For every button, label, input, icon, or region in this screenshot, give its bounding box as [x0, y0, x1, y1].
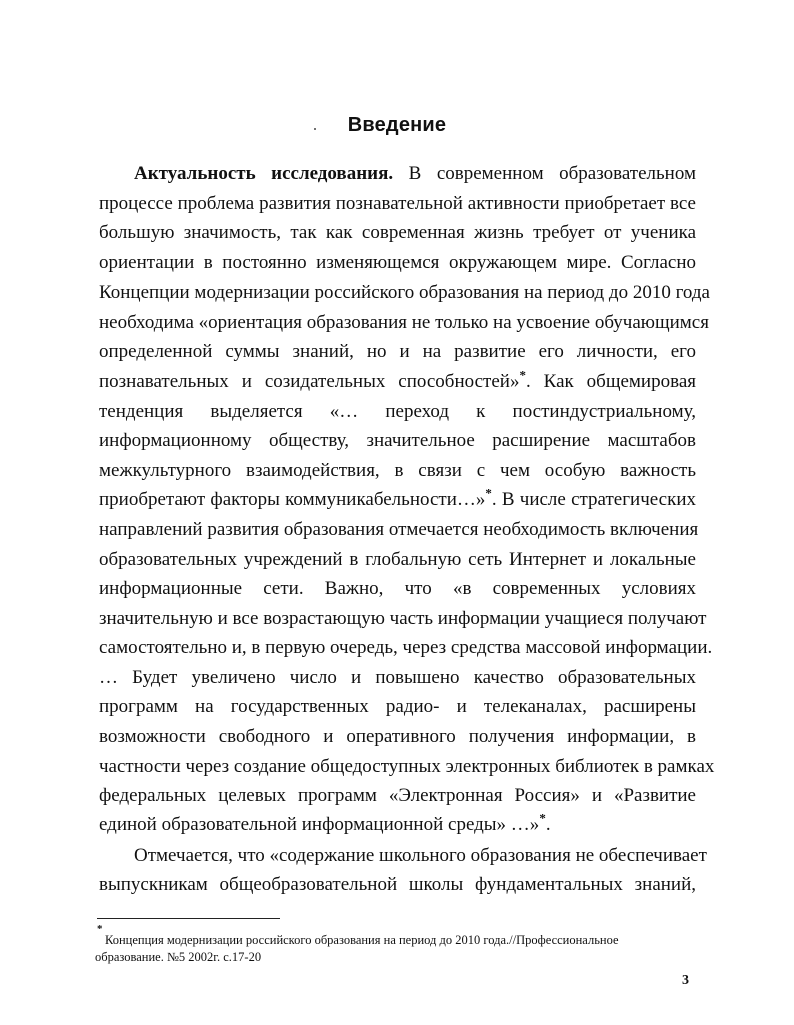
body-line-text: В современном образовательном — [393, 163, 696, 184]
body-line: большую значимость, так как современная жизнь требует от ученика — [99, 222, 696, 243]
body-line: самостоятельно и, в первую очередь, через средства массовой информации. — [99, 637, 713, 658]
body-line: процессе проблема развития познавательной активности приобретает все — [99, 193, 696, 214]
body-line: образовательных учреждений в глобальную сеть Интернет и локальные — [99, 549, 696, 570]
body-line: информационному обществу, значительное расширение масштабов — [99, 430, 696, 451]
body-line: программ на государственных радио- и телеканалах, расширены — [99, 696, 696, 717]
body-line: Концепции модернизации российского образования на период до 2010 года — [99, 282, 710, 303]
body-line: Отмечается, что «содержание школьного образования не обеспечивает — [134, 845, 707, 866]
body-line: … Будет увеличено число и повышено качество образовательных — [99, 667, 696, 688]
body-line-tail: . В числе стратегических — [491, 489, 696, 510]
body-line: определенной суммы знаний, но и на развитие его личности, его — [99, 341, 696, 362]
body-line-tail: . — [545, 814, 551, 835]
body-line: направлений развития образования отмечается необходимость включения — [99, 519, 699, 540]
body-line: федеральных целевых программ «Электронная Россия» и «Развитие — [99, 785, 696, 806]
body-line: возможности свободного и оперативного получения информации, в — [99, 726, 696, 747]
footnote-marker: * — [485, 485, 492, 501]
footnote-marker: * — [539, 810, 546, 826]
body-line-text: единой образовательной информационной среды» …» — [99, 814, 540, 835]
page-number: 3 — [682, 973, 689, 988]
footnote-text — [95, 932, 665, 966]
body-line: межкультурного взаимодействия, в связи с чем особую важность — [99, 460, 696, 481]
scan-speck — [314, 128, 316, 130]
body-line: тенденция выделяется «… переход к постиндустриальному, — [99, 401, 696, 422]
body-line-text: приобретают факторы коммуникабельности…» — [99, 489, 486, 510]
body-line: значительную и все возрастающую часть информации учащиеся получают — [99, 608, 707, 629]
footnote-separator — [97, 918, 280, 919]
body-line: информационные сети. Важно, что «в современных условиях — [99, 578, 696, 599]
body-line: ориентации в постоянно изменяющемся окружающем мире. Согласно — [99, 252, 696, 273]
body-line — [134, 163, 696, 185]
footnote-line: образование. №5 2002г. с.17-20 — [95, 950, 262, 964]
body-line: необходима «ориентация образования не только на усвоение обучающимся — [99, 312, 709, 333]
body-line-tail: . Как общемировая — [525, 371, 696, 392]
body-line — [99, 485, 696, 511]
footnote-mark: * — [97, 923, 103, 935]
footnote-marker: * — [519, 367, 526, 383]
body-line-lead: Актуальность исследования. — [134, 163, 394, 184]
body-line: выпускникам общеобразовательной школы фундаментальных знаний, — [99, 874, 696, 895]
body-line-text: познавательных и созидательных способностей» — [99, 371, 520, 392]
body-line — [99, 810, 696, 836]
body-line — [99, 367, 696, 393]
section-heading: Введение — [347, 114, 447, 136]
body-line: частности через создание общедоступных электронных библиотек в рамках — [99, 756, 715, 777]
footnote-line: Концепция модернизации российского образования на период до 2010 года.//Профессиональное — [105, 933, 619, 947]
